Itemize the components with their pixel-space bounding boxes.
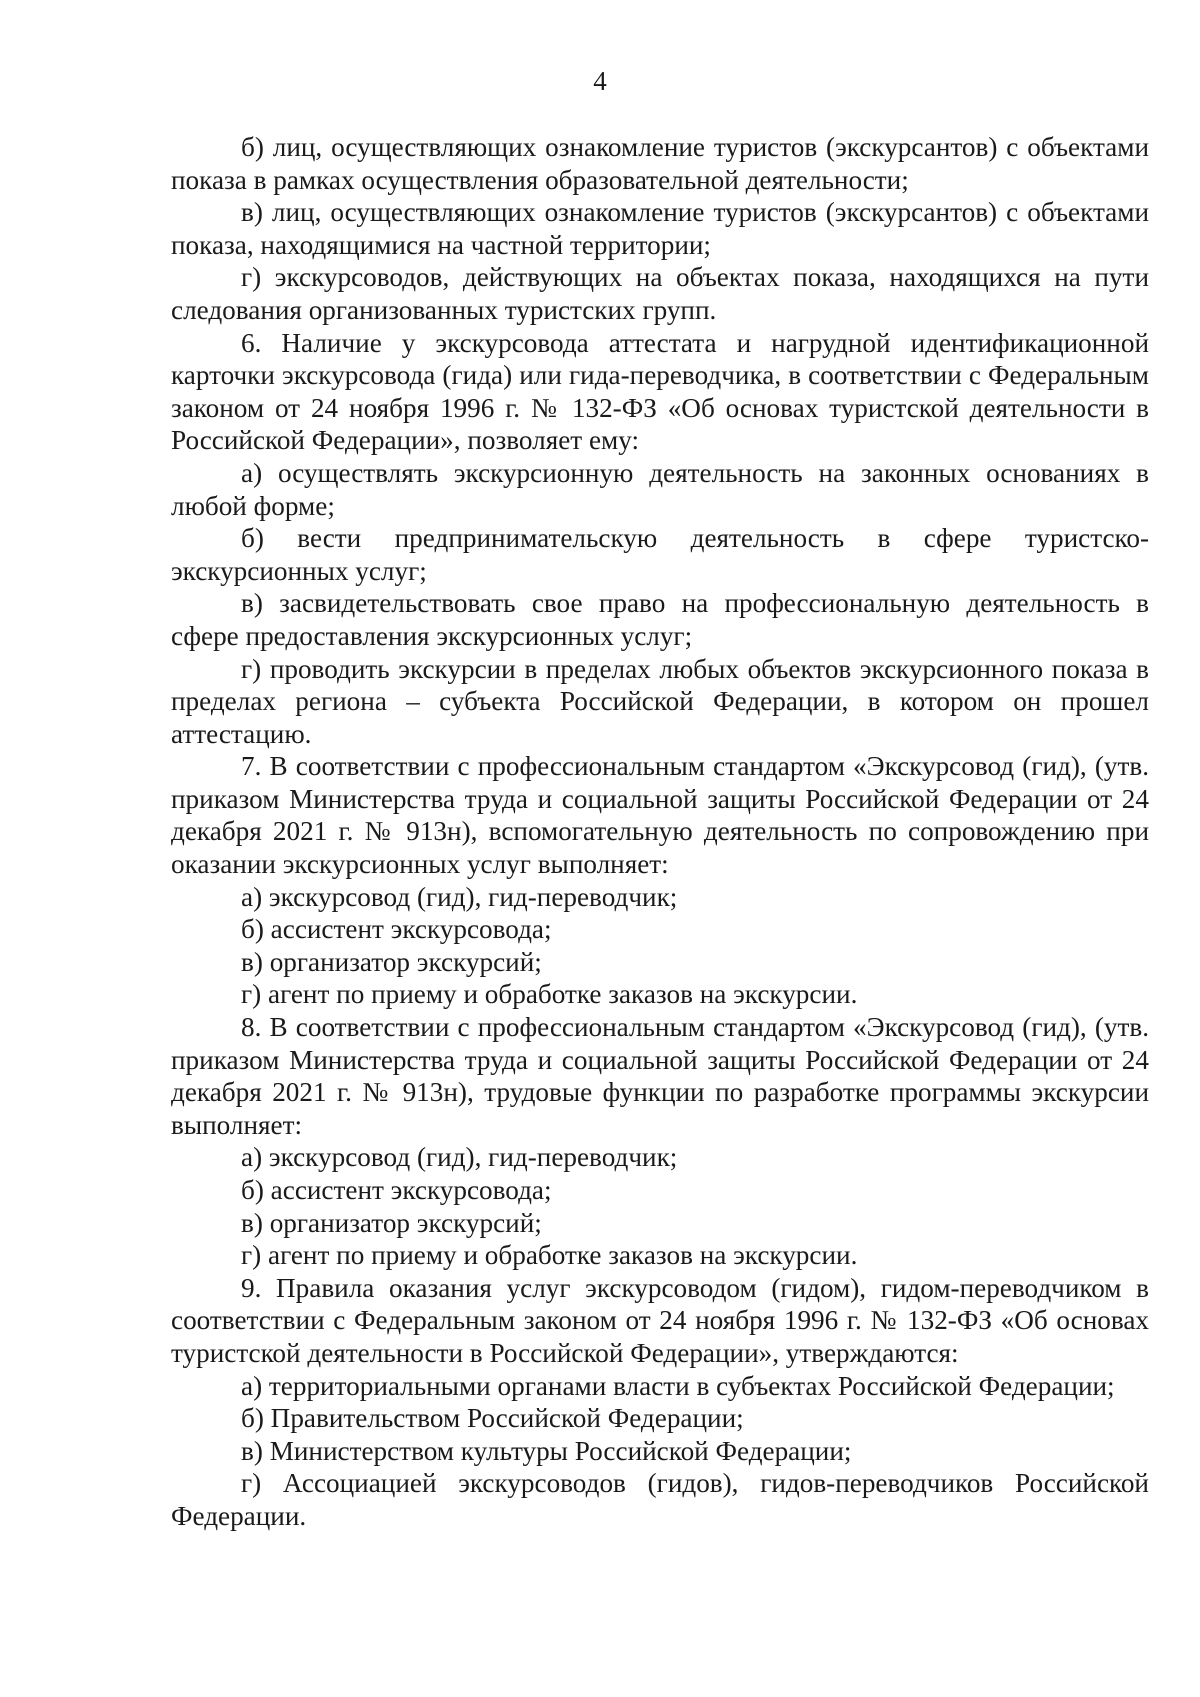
paragraph-9v: в) Министерством культуры Российской Федерации; (241, 1435, 852, 1466)
paragraph-6v: в) засвидетельствовать свое право на профессиональную деятельность в сфере предоставления экскурсионных услуг; (171, 588, 1149, 651)
paragraph-6g: г) проводить экскурсии в пределах любых объектов экскурсионного показа в пределах региона – субъекта Российской Федерации, в котором он прошел аттестацию. (171, 653, 1149, 749)
paragraph-5v: в) лиц, осуществляющих ознакомление туристов (экскурсантов) с объектами показа, находящимися на частной территории; (171, 197, 1149, 260)
paragraph-7a: а) экскурсовод (гид), гид-переводчик; (241, 881, 678, 912)
paragraph-8: 8. В соответствии с профессиональным стандартом «Экскурсовод (гид), (утв. приказом Министерства труда и социальной защиты Российской Федерации от 24 декабря 2021 г. № 913н), трудовые функции по разработке программы экскурсии выполняет: (171, 1012, 1149, 1140)
document-body (171, 131, 1149, 1533)
paragraph-5b: б) лиц, осуществляющих ознакомление туристов (экскурсантов) с объектами показа в рамках осуществления образовательной деятельности; (171, 132, 1149, 195)
paragraph-7: 7. В соответствии с профессиональным стандартом «Экскурсовод (гид), (утв. приказом Министерства труда и социальной защиты Российской Федерации от 24 декабря 2021 г. № 913н), вспомогательную деятельность по сопровождению при оказании экскурсионных услуг выполняет: (171, 751, 1149, 880)
paragraph-9g: г) Ассоциацией экскурсоводов (гидов), гидов-переводчиков Российской Федерации. (171, 1468, 1149, 1531)
paragraph-8a: а) экскурсовод (гид), гид-переводчик; (241, 1142, 678, 1173)
paragraph-6a: а) осуществлять экскурсионную деятельность на законных основаниях в любой форме; (171, 457, 1149, 521)
page-number: 4 (593, 66, 607, 96)
paragraph-5g: г) экскурсоводов, действующих на объектах показа, находящихся на пути следования организованных туристских групп. (171, 262, 1149, 325)
paragraph-9a: а) территориальными органами власти в субъектах Российской Федерации; (241, 1370, 1115, 1401)
paragraph-9b: б) Правительством Российской Федерации; (241, 1403, 744, 1434)
paragraph-7b: б) ассистент экскурсовода; (241, 914, 552, 945)
paragraph-8g: г) агент по приему и обработке заказов на экскурсии. (241, 1240, 858, 1271)
paragraph-7v: в) организатор экскурсий; (241, 946, 542, 977)
paragraph-8b: б) ассистент экскурсовода; (241, 1175, 552, 1205)
paragraph-6: 6. Наличие у экскурсовода аттестата и нагрудной идентификационной карточки экскурсовода (гида) или гида-переводчика, в соответствии с Федеральным законом от 24 ноября 1996 г. № 132-ФЗ «Об основах туристской деятельности в Российской Федерации», позволяет ему: (171, 327, 1149, 456)
paragraph-9: 9. Правила оказания услуг экскурсоводом (гидом), гидом-переводчиком в соответствии с Федеральным законом от 24 ноября 1996 г. № 132-ФЗ «Об основах туристской деятельности в Российской Федерации», утверждаются: (171, 1272, 1149, 1368)
paragraph-7g: г) агент по приему и обработке заказов на экскурсии. (241, 979, 858, 1010)
paragraph-8v: в) организатор экскурсий; (241, 1207, 542, 1238)
paragraph-6b: б) вести предпринимательскую деятельность в сфере туристско-экскурсионных услуг; (171, 523, 1149, 586)
